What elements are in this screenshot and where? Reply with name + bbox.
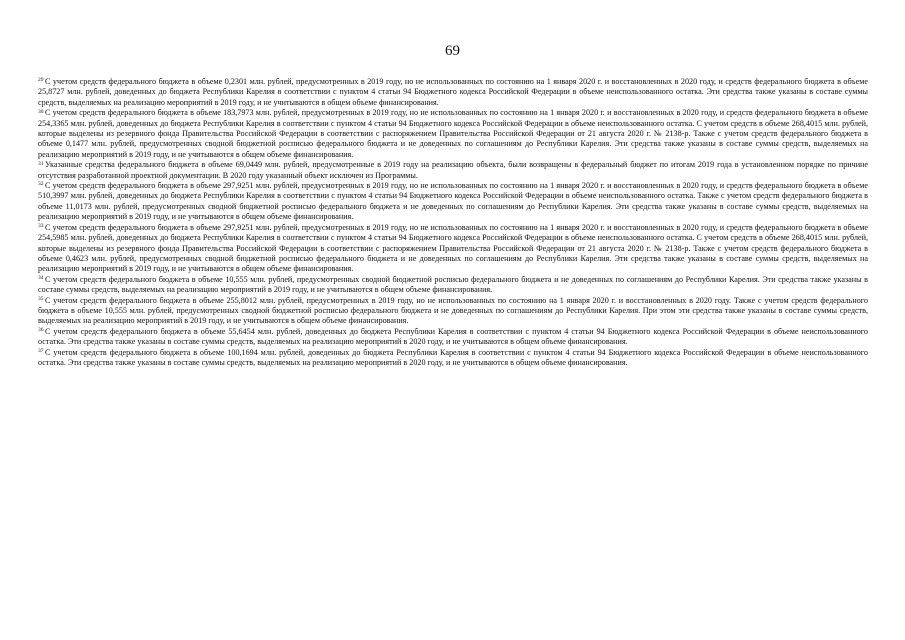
footnote-text: Указанные средства федерального бюджета в объеме 69,0449 млн. рублей, предусмотренные в 2019 году на реализацию объекта, были возвращены в федеральный бюджет по итогам 2019 года в установленном порядке по причине отсутствия разработанной проектной документации. В 2020 году указанный объект исключен из Программы. <box>38 160 868 180</box>
footnote-number: 34 <box>38 275 44 282</box>
footnote-text: С учетом средств федерального бюджета в объеме 255,8012 млн. рублей, предусмотренных в 2019 году, но не использованных по состоянию на 1 января 2020 г. и восстановленных в 2020 году. Также с учетом средств федерального бюджета в объеме 10,555 млн. рублей, предусмотренных сводной бюджетной росписью федерального бюджета и не доведенных по соглашениям до Республики Карелия. При этом эти средства также указаны в составе суммы средств, выделяемых на реализацию мероприятий в 2019 году, и не учитываются в общем объеме финансирования. <box>38 295 868 326</box>
footnote-number: 35 <box>38 295 44 302</box>
footnote <box>38 327 868 348</box>
page-number: 69 <box>445 43 460 59</box>
footnote-text: С учетом средств федерального бюджета в объеме 10,555 млн. рублей, предусмотренных сводной бюджетной росписью федерального бюджета и не доведенных по соглашениям до Республики Карелия. Эти средства также указаны в составе суммы средств, выделяемых на реализацию мероприятий в 2019 году, и не учитываются в общем объеме финансирования. <box>38 274 868 295</box>
footnote-number: 37 <box>38 347 44 354</box>
footnote-text: С учетом средств федерального бюджета в объеме 0,2301 млн. рублей, предусмотренных в 2019 году, но не использованных по состоянию на 1 января 2020 г. и восстановленных в 2020 году, и средств федерального бюджета в объеме 25,8727 млн. рублей, доведенных до бюджета Республики Карелия в соответствии с пунктом 4 статьи 94 Бюджетного кодекса Российской Федерации в объеме неиспользованного остатка. Эти средства также указаны в составе суммы средств, выделяемых на реализацию мероприятий в 2019 году, и не учитываются в общем объеме финансирования. <box>38 77 868 107</box>
footnote-text: С учетом средств федерального бюджета в объеме 183,7973 млн. рублей, предусмотренных в 2019 году, но не использованных по состоянию на 1 января 2020 г. и восстановленных в 2020 году, и средств федерального бюджета в объеме 254,3365 млн. рублей, доведенных до бюджета Республики Карелия в соответствии с пунктом 4 статьи 94 Бюджетного кодекса Российской Федерации в объеме неиспользованного остатка. С учетом средств в объеме 268,4015 млн. рублей, которые выделены из резервного фонда Правительства Российской Федерации в соответствии с распоряжением Правительства Российской Федерации от 21 августа 2020 г. № 2138-р. Также с учетом средств федерального бюджета в объеме 0,1477 млн. рублей, предусмотренных сводной бюджетной росписью федерального бюджета и не доведенных по соглашениям до Республики Карелия. Эти средства также указаны в составе суммы средств, выделяемых на реализацию мероприятий в 2019 году, и не учитываются в общем объеме финансирования. <box>38 108 868 159</box>
footnote <box>38 108 868 160</box>
footnote <box>38 181 868 223</box>
footnote-number: 36 <box>38 327 44 334</box>
footnote <box>38 275 868 296</box>
footnote-number: 29 <box>38 77 44 84</box>
footnote <box>38 160 868 181</box>
footnote-number: 30 <box>38 108 44 115</box>
footnote-text: С учетом средств федерального бюджета в объеме 55,6454 млн. рублей, доведенных до бюджета Республики Карелия в соответствии с пунктом 4 статьи 94 Бюджетного кодекса Российской Федерации в объеме неиспользованного остатка. Эти средства также указаны в составе суммы средств, выделяемых на реализацию мероприятий в 2020 году, и не учитываются в общем объеме финансирования. <box>38 326 868 347</box>
footnote-number: 31 <box>38 160 44 167</box>
footnote <box>38 77 868 108</box>
footnote-text: С учетом средств федерального бюджета в объеме 100,1694 млн. рублей, доведенных до бюджета Республики Карелия в соответствии с пунктом 4 статьи 94 Бюджетного кодекса Российской Федерации в объеме неиспользованного остатка. Эти средства также указаны в составе суммы средств, выделяемых на реализацию мероприятий в 2020 году, и не учитываются в общем объеме финансирования. <box>38 347 868 367</box>
footnote <box>38 296 868 327</box>
footnote <box>38 348 868 369</box>
footnote-text: С учетом средств федерального бюджета в объеме 297,9251 млн. рублей, предусмотренных в 2019 году, но не использованных по состоянию на 1 января 2020 г. и восстановленных в 2020 году, и средств федерального бюджета в объеме 254,5985 млн. рублей, доведенных до бюджета Республики Карелия в соответствии с пунктом 4 статьи 94 Бюджетного кодекса Российской Федерации в объеме неиспользованного остатка. С учетом средств в объеме 268,4015 млн. рублей, которые выделены из резервного фонда Правительства Российской Федерации в соответствии с распоряжением Правительства Российской Федерации от 21 августа 2020 г. № 2138-р. Также с учетом средств федерального бюджета в объеме 0,4623 млн. рублей, предусмотренных сводной бюджетной росписью федерального бюджета и не доведенных по соглашениям до Республики Карелия. Эти средства также указаны в составе суммы средств, выделяемых на реализацию мероприятий в 2019 году, и не учитываются в общем объеме финансирования. <box>38 222 868 274</box>
footnote-number: 33 <box>38 223 44 230</box>
footnote-text: С учетом средств федерального бюджета в объеме 297,9251 млн. рублей, предусмотренных в 2019 году, но не использованных по состоянию на 1 января 2020 г. и восстановленных в 2020 году, и средств федерального бюджета в объеме 510,3997 млн. рублей, доведенных до бюджета Республики Карелия в соответствии с пунктом 4 статьи 94 Бюджетного кодекса Российской Федерации в объеме неиспользованного остатка. Также с учетом средств федерального бюджета в объеме 11,0173 млн. рублей, предусмотренных сводной бюджетной росписью федерального бюджета и не доведенных по соглашениям до Республики Карелия. Эти средства также указаны в составе суммы средств, выделяемых на реализацию мероприятий в 2019 году, и не учитываются в общем объеме финансирования. <box>38 181 868 222</box>
footnote <box>38 223 868 275</box>
footnotes-list <box>38 77 868 368</box>
footnote-number: 32 <box>38 181 44 188</box>
